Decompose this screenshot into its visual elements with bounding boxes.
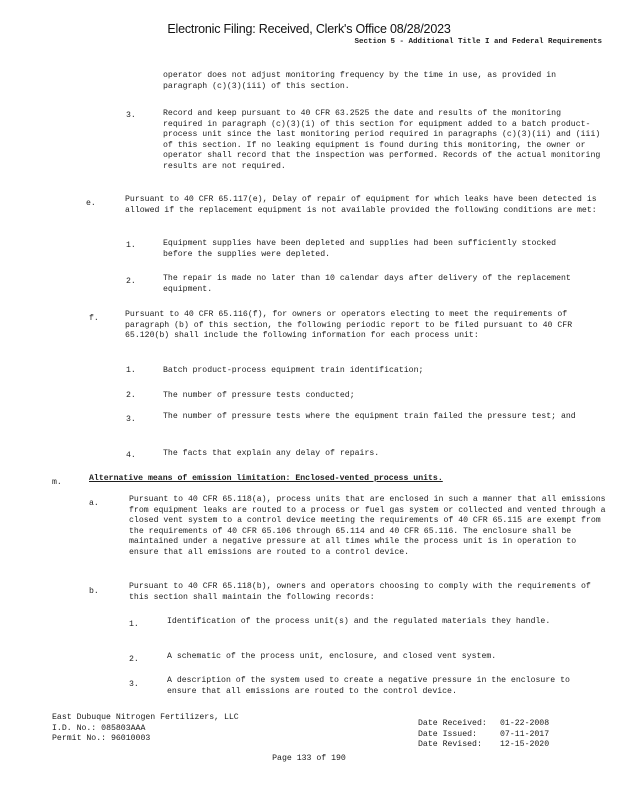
item-number: 2.	[126, 277, 136, 286]
item-number: 3.	[129, 680, 139, 689]
footer-facility-info	[52, 713, 239, 745]
item-letter: m.	[52, 478, 62, 487]
item-number: 1.	[129, 620, 139, 629]
item-letter: e.	[86, 199, 96, 208]
section-header: Section 5 - Additional Title I and Federal Requirements	[354, 38, 602, 46]
item-number: 4.	[126, 451, 136, 460]
continuation-paragraph: operator does not adjust monitoring frequency by the time in use, as provided in paragraph (c)(3)(iii) of this section.	[163, 71, 561, 91]
id-number: I.D. No.: 085803AAA	[52, 723, 146, 733]
item-text: Identification of the process unit(s) and the regulated materials they handle.	[167, 617, 551, 626]
date-revised: Date Revised: 12-15-2020	[418, 740, 550, 749]
item-text: The repair is made no later than 10 calendar days after delivery of the replacement equipment.	[163, 274, 576, 294]
item-text: Pursuant to 40 CFR 65.118(b), owners and operators choosing to comply with the requirements of this section shall maintain the following records:	[129, 582, 596, 602]
item-text: Equipment supplies have been depleted and supplies had been sufficiently stocked before the supplies were depleted.	[163, 239, 561, 259]
item-text: The number of pressure tests where the equipment train failed the pressure test; and	[163, 412, 576, 421]
item-text: A schematic of the process unit, enclosure, and closed vent system.	[167, 652, 497, 661]
item-text: A description of the system used to create a negative pressure in the enclosure to ensure that all emissions are routed to the control device.	[167, 676, 575, 696]
date-received: Date Received: 01-22-2008	[418, 719, 550, 728]
footer-dates	[418, 719, 549, 751]
item-text: Pursuant to 40 CFR 65.118(a), process units that are enclosed in such a manner that all emissions from equipment leaks are routed to a process or fuel gas system or collected and vented through a closed vent system to a control device meeting the requirements of 40 CFR 65.115 are exempt from the requirements of 40 CFR 65.106 through 65.114 and 40 CFR 65.116. The enclosure shall be maintained under a negative pressure at all times while the process unit is in operation to ensure that all emissions are routed to a control device.	[129, 495, 611, 557]
item-text: The facts that explain any delay of repairs.	[163, 449, 380, 458]
item-text: The number of pressure tests conducted;	[163, 391, 355, 400]
item-text: Pursuant to 40 CFR 65.117(e), Delay of repair of equipment for which leaks have been detected is allowed if the replacement equipment is not available provided the following conditions are met:	[125, 195, 602, 215]
item-letter: a.	[89, 499, 99, 508]
item-text: Pursuant to 40 CFR 65.116(f), for owners or operators electing to meet the requirements of paragraph (b) of this section, the following periodic report to be filed pursuant to 40 CFR 65.120(b) shall include the following information for each process unit:	[125, 310, 578, 341]
item-number: 2.	[126, 391, 136, 400]
permit-number: Permit No.: 96010003	[52, 734, 151, 743]
company-name: East Dubuque Nitrogen Fertilizers, LLC	[52, 713, 239, 722]
item-letter: f.	[89, 314, 99, 323]
page-number: Page 133 of 190	[272, 754, 346, 763]
item-number: 1.	[126, 366, 136, 375]
item-number: 3.	[126, 111, 136, 120]
item-number: 3.	[126, 415, 136, 424]
section-heading: Alternative means of emission limitation: Enclosed-vented process units.	[89, 474, 443, 483]
item-text: Record and keep pursuant to 40 CFR 63.2525 the date and results of the monitoring required in paragraph (c)(3)(i) of this section for equipment added to a batch product-process unit since the last monitoring period required in paragraphs (c)(3)(ii) and (iii) of this section. If no leaking equipment is found during this monitoring, the owner or operator shall record that the inspection was performed. Records of the actual monitoring results are not required.	[163, 109, 606, 171]
item-letter: b.	[89, 587, 99, 596]
item-number: 1.	[126, 241, 136, 250]
date-issued: Date Issued: 07-11-2017	[418, 729, 550, 739]
item-text: Batch product-process equipment train identification;	[163, 366, 424, 375]
filing-stamp: Electronic Filing: Received, Clerk's Office 08/28/2023	[167, 22, 451, 36]
item-number: 2.	[129, 655, 139, 664]
